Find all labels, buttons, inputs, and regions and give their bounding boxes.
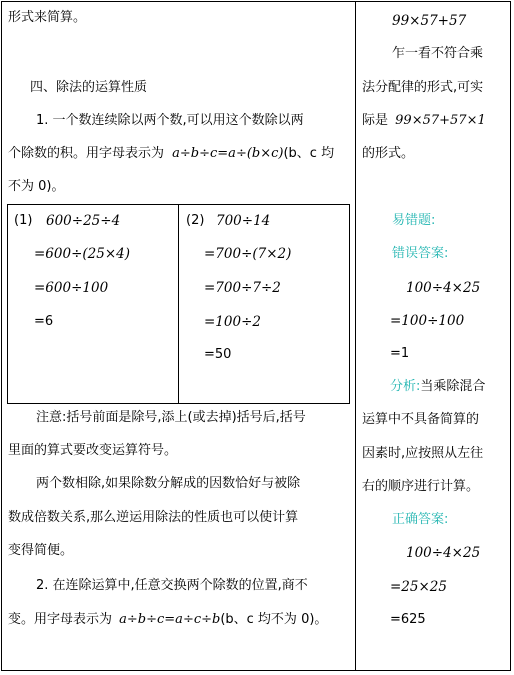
- column-divider: [355, 1, 356, 670]
- left-line-1: 形式来简算。: [8, 10, 87, 25]
- correct-step-2: =625: [390, 612, 426, 627]
- example-1-step-2: =600÷100: [34, 280, 109, 296]
- property-1-line-2: [8, 146, 334, 162]
- right-line-2: 法分配律的形式,可实: [362, 80, 484, 95]
- example-2-step-1: =700÷(7×2): [204, 246, 292, 262]
- example-1-label: (1): [14, 213, 33, 228]
- wrong-step-2: =1: [390, 346, 410, 361]
- right-line-3-text: 际是: [362, 113, 389, 128]
- example-2-step-4: =50: [204, 347, 232, 362]
- property-1-formula: a÷b÷c=a÷(b×c): [172, 146, 284, 161]
- analysis-line-1: [390, 379, 485, 395]
- analysis-label: 分析:: [390, 379, 421, 394]
- analysis-line-3: 因素时,应按照从左往: [362, 446, 484, 461]
- note-line-2: 里面的算式要改变运算符号。: [8, 443, 178, 458]
- analysis-text-1: 当乘除混合: [420, 379, 486, 394]
- property-2-line-1: 2. 在连除运算中,任意交换两个除数的位置,商不: [36, 578, 308, 593]
- paragraph-2-line-2: 数成倍数关系,那么逆运用除法的性质也可以使计算: [8, 510, 299, 525]
- right-line-4: 的形式。: [362, 146, 415, 161]
- property-2-formula: a÷b÷c=a÷c÷b: [119, 612, 221, 627]
- example-2-label: (2): [186, 213, 205, 228]
- correct-answer-label: 正确答案:: [392, 512, 449, 527]
- note-line-1: 注意:括号前面是除号,添上(或去掉)括号后,括号: [36, 410, 306, 425]
- property-2-condition: (b、c 均不为 0)。: [220, 612, 328, 627]
- paragraph-2-line-3: 变得简便。: [8, 543, 74, 558]
- example-1-step-3: =6: [34, 314, 54, 329]
- property-1-condition: (b、c 均: [283, 146, 335, 161]
- analysis-line-4: 右的顺序进行计算。: [362, 479, 480, 494]
- wrong-step-1: =100÷100: [390, 313, 465, 329]
- property-1-text: 个除数的积。用字母表示为: [8, 146, 165, 161]
- correct-step-1: =25×25: [390, 579, 447, 595]
- example-2-step-3: =100÷2: [204, 314, 261, 330]
- wrong-expression: 100÷4×25: [406, 280, 481, 296]
- analysis-line-2: 运算中不具备简算的: [362, 412, 480, 427]
- correct-expression: 100÷4×25: [406, 545, 481, 561]
- example-2-expression: 700÷14: [216, 213, 271, 229]
- right-line-3: [362, 113, 486, 129]
- paragraph-2-line-1: 两个数相除,如果除数分解成的因数恰好与被除: [36, 476, 301, 491]
- property-2-text: 变。用字母表示为: [8, 612, 113, 627]
- property-2-line-2: [8, 612, 327, 628]
- right-line-1: 乍一看不符合乘: [392, 46, 484, 61]
- examples-table-divider: [178, 204, 179, 403]
- right-expression: 99×57+57: [392, 13, 467, 29]
- mistake-label: 易错题:: [392, 213, 436, 228]
- section-heading: 四、除法的运算性质: [30, 80, 148, 95]
- property-1-line-3: 不为 0)。: [8, 179, 65, 194]
- example-1-step-1: =600÷(25×4): [34, 246, 131, 262]
- right-line-3-formula: 99×57+57×1: [395, 113, 486, 128]
- wrong-answer-label: 错误答案:: [392, 246, 449, 261]
- example-1-expression: 600÷25÷4: [46, 213, 121, 229]
- example-2-step-2: =700÷7÷2: [204, 280, 281, 296]
- property-1-line-1: 1. 一个数连续除以两个数,可以用这个数除以两: [36, 113, 304, 128]
